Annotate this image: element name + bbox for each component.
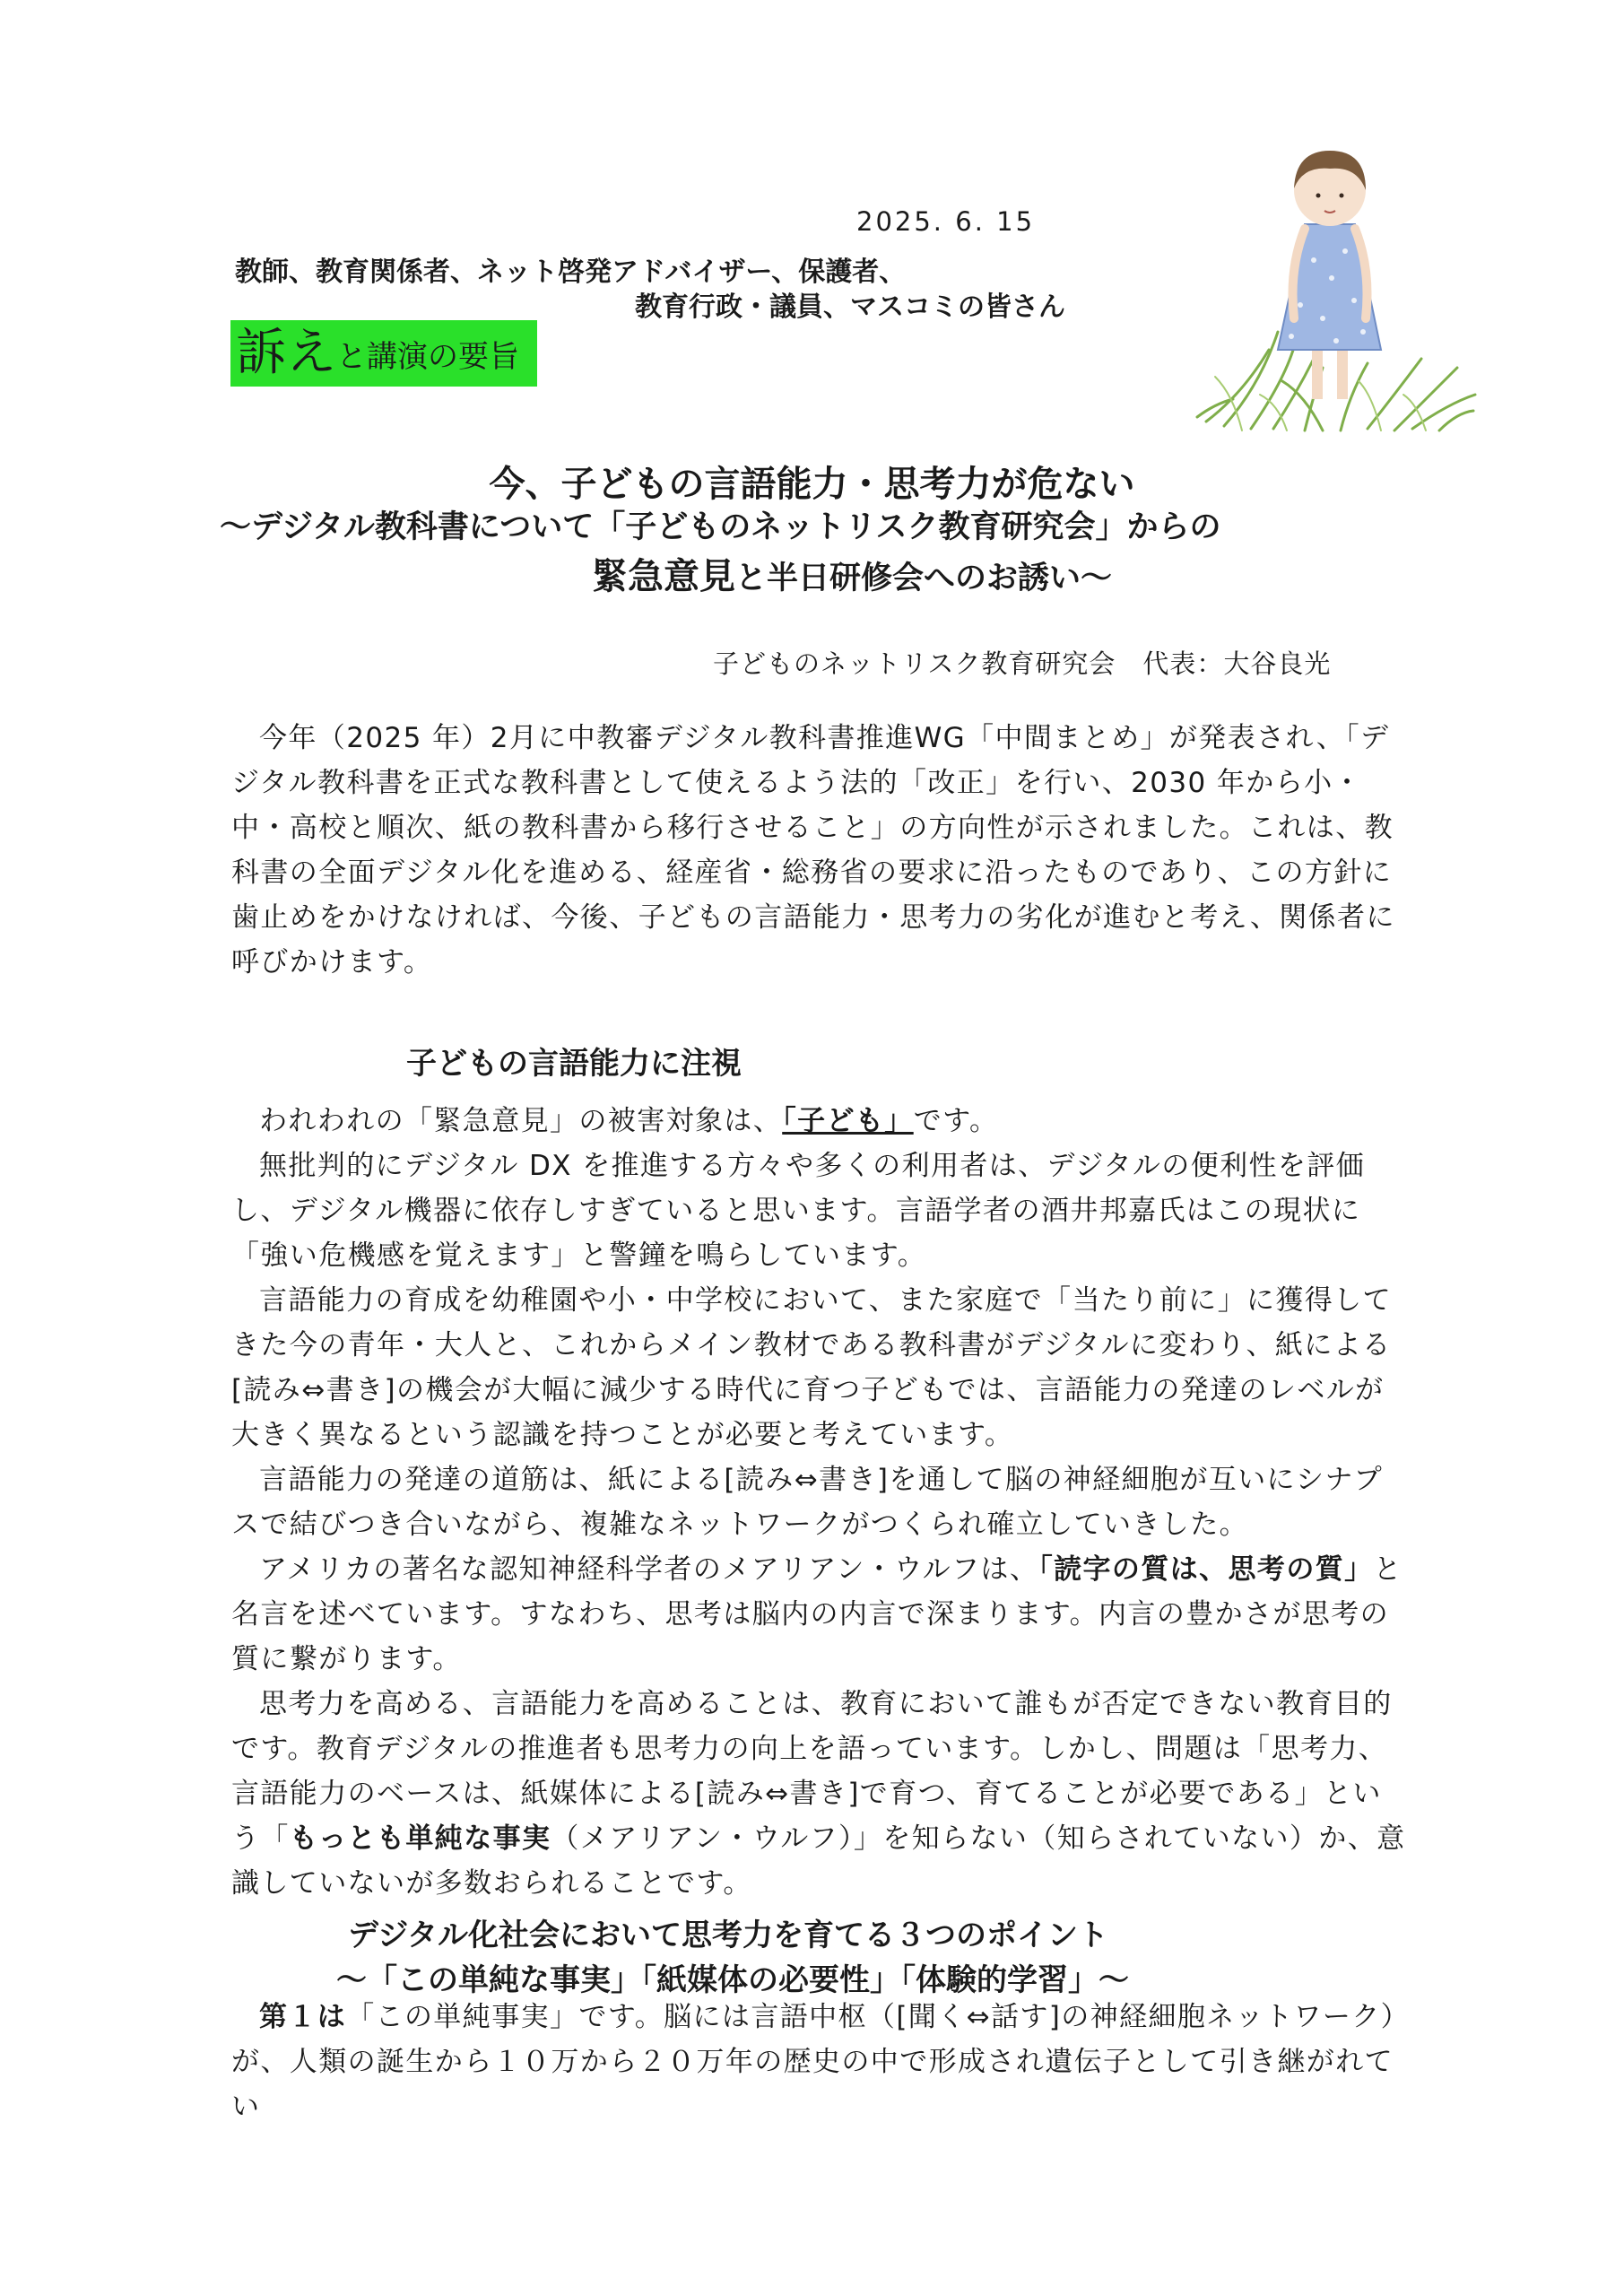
section2-heading: デジタル化社会において思考力を育てる３つのポイント <box>348 1918 1108 1953</box>
section2-body <box>231 1995 1406 2129</box>
paragraph-text: です。 <box>913 1105 999 1137</box>
section1-body <box>231 1099 1406 1906</box>
address-line-1: 教師、教育関係者、ネット啓発アドバイザー、保護者、 <box>235 257 907 288</box>
appeal-badge <box>230 320 537 387</box>
main-title: 今、子どもの言語能力・思考力が危ない <box>489 464 1135 505</box>
section1-paragraph-3: 言語能力の育成を幼稚園や小・中学校において、また家庭で「当たり前に」に獲得してきた今の青年・大人と、これからメイン教材である教科書がデジタルに変わり、紙による[読み⇔書き]の機会が大幅に減少する時代に育つ子どもでは、言語能力の発達のレベルが大きく異なるという認識を持つことが必要と考えています。 <box>231 1284 1392 1451</box>
paragraph-text: アメリカの著名な認知神経科学者のメアリアン・ウルフは、 <box>259 1553 1039 1586</box>
underlined-emphasis: 「子ども」 <box>782 1105 914 1137</box>
subtitle-line-1: 〜デジタル教科書について「子どものネットリスク教育研究会」からの <box>220 509 1221 545</box>
section1-paragraph-4: 言語能力の発達の道筋は、紙による[読み⇔書き]を通して脳の神経細胞が互いにシナプスで結びつき合いながら、複雑なネットワークがつくられ確立していきした。 <box>231 1464 1384 1541</box>
bold-lead: 第１は <box>259 2001 347 2033</box>
section1-paragraph-5 <box>231 1547 1406 1682</box>
subtitle-rest: と半日研修会へのお誘い〜 <box>735 561 1113 596</box>
subtitle-line-2 <box>592 548 1112 599</box>
intro-paragraph <box>231 716 1406 985</box>
author-line: 子どものネットリスク教育研究会 代表：大谷良光 <box>713 648 1332 679</box>
section2-paragraph-1 <box>231 1995 1406 2129</box>
subtitle-emphasis: 緊急意見 <box>592 556 735 597</box>
document-date: 2025. 6. 15 <box>856 206 1036 237</box>
section1-paragraph-2: 無批判的にデジタル DX を推進する方々や多くの利用者は、デジタルの便利性を評価し、デジタル機器に依存しすぎていると思います。言語学者の酒井邦嘉氏はこの現状に「強い危機感を覚えます」と警鐘を鳴らしています。 <box>231 1150 1366 1272</box>
section1-paragraph-1 <box>231 1099 1406 1144</box>
badge-sub-text: と講演の要旨 <box>336 338 519 375</box>
intro-text: 今年（2025 年）2月に中教審デジタル教科書推進WG「中間まとめ」が発表され、「デジタル教科書を正式な教科書として使えるよう法的「改正」を行い、2030 年から小・中・高校と順次、紙の教科書から移行させること」の方向性が示されました。これは、教科書の全面デジタル化を進める、経産省・総務省の要求に沿ったものであり、この方針に歯止めをかけなければ、今後、子どもの言語能力・思考力の劣化が進むと考え、関係者に呼びかけます。 <box>231 722 1395 978</box>
section1-paragraph-6 <box>231 1682 1406 1906</box>
paragraph-text: われわれの「緊急意見」の被害対象は、 <box>259 1105 783 1137</box>
address-line-2: 教育行政・議員、マスコミの皆さん <box>635 291 1065 323</box>
bold-quote: 「読字の質は、思考の質」 <box>1038 1553 1374 1586</box>
bold-phrase: もっとも単純な事実 <box>289 1822 551 1855</box>
section1-heading: 子どもの言語能力に注視 <box>406 1046 742 1082</box>
paragraph-text: 「この単純事実」です。脳には言語中枢（[聞く⇔話す]の神経細胞ネットワーク）が、人類の誕生から１０万から２０万年の歴史の中で形成され遺伝子として引き継がれてい <box>231 2001 1396 2123</box>
badge-main-text: 訴え <box>236 324 336 382</box>
child-illustration <box>1188 126 1480 435</box>
paragraph-text: と名言を述べています。すなわち、思考は脳内の内言で深まります。内言の豊かさが思考の質に繋がります。 <box>231 1553 1403 1675</box>
paragraph-text: （メアリアン・ウルフ）」を知らない（知らされていない）か、意識していないが多数おられることです。 <box>231 1822 1406 1900</box>
section2-subheading: 〜「この単純な事実」「紙媒体の必要性」「体験的学習」〜 <box>336 1962 1129 1998</box>
paragraph-text: 思考力を高める、言語能力を高めることは、教育において誰もが否定できない教育目的です。教育デジタルの推進者も思考力の向上を語っています。しかし、問題は「思考力、言語能力のベースは、紙媒体による[読み⇔書き]で育つ、育てることが必要である」という「 <box>231 1688 1393 1855</box>
